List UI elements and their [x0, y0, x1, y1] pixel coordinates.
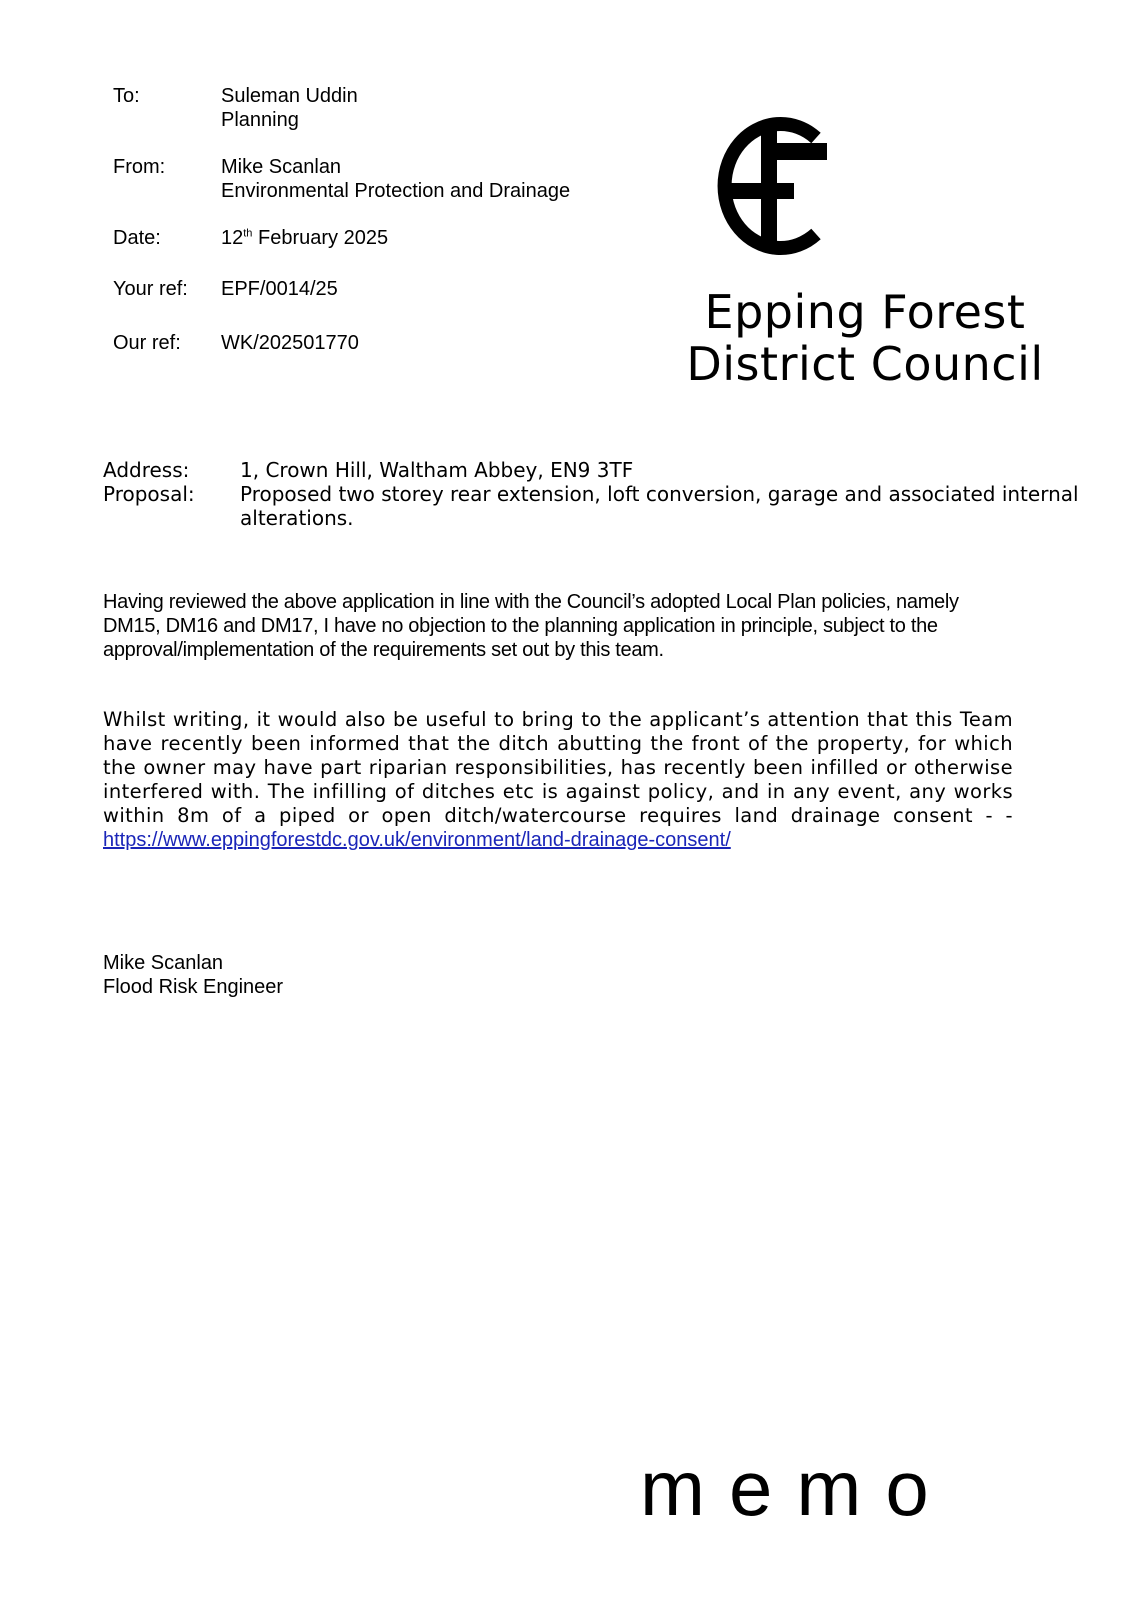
date-day: 12 [221, 227, 244, 249]
land-drainage-consent-link[interactable]: https://www.eppingforestdc.gov.uk/environment/land-drainage-consent/ [103, 829, 731, 851]
date-rest: February 2025 [252, 227, 389, 249]
our-ref-label: Our ref: [113, 332, 181, 354]
signature-title: Flood Risk Engineer [103, 976, 284, 998]
proposal-label: Proposal: [103, 482, 195, 506]
our-ref-value: WK/202501770 [221, 332, 359, 354]
signature-name: Mike Scanlan [103, 952, 224, 974]
address-value: 1, Crown Hill, Waltham Abbey, EN9 3TF [240, 458, 634, 482]
date-value [221, 226, 388, 250]
proposal-value: Proposed two storey rear extension, loft conversion, garage and associated internal alterations. [240, 482, 1079, 530]
body-paragraph-1: Having reviewed the above application in line with the Council’s adopted Local Plan policies, namely DM15, DM16 and DM17, I have no objection to the planning application in principle, subject to the approval/implementation of the requirements set out by this team. [103, 591, 959, 661]
memo-footer: memo [640, 1444, 953, 1532]
to-name: Suleman Uddin [221, 85, 358, 107]
council-name-line2: District Council [686, 337, 1044, 391]
from-label: From: [113, 156, 166, 178]
body-paragraph-2 [103, 708, 1013, 852]
date-label: Date: [113, 227, 161, 249]
your-ref-label: Your ref: [113, 278, 188, 300]
date-suffix: th [243, 227, 253, 240]
your-ref-value: EPF/0014/25 [221, 278, 338, 300]
to-label: To: [113, 85, 140, 107]
efdc-logo-icon [714, 116, 834, 256]
council-name-line1: Epping Forest [704, 285, 1026, 339]
from-dept: Environmental Protection and Drainage [221, 180, 571, 202]
body-paragraph-2-text: Whilst writing, it would also be useful to bring to the applicant’s attention that this Team have recently been informed that the ditch abutting the front of the property, for which the owner may have part riparian responsibilities, has recently been infilled or otherwise interfered with. The infilling of ditches etc is against policy, and in any event, any works within 8m of a piped or open ditch/watercourse requires land drainage consent - - [103, 708, 1013, 827]
to-dept: Planning [221, 109, 299, 131]
from-name: Mike Scanlan [221, 156, 342, 178]
address-label: Address: [103, 458, 190, 482]
signature-block [103, 951, 283, 999]
council-name [680, 286, 1050, 390]
